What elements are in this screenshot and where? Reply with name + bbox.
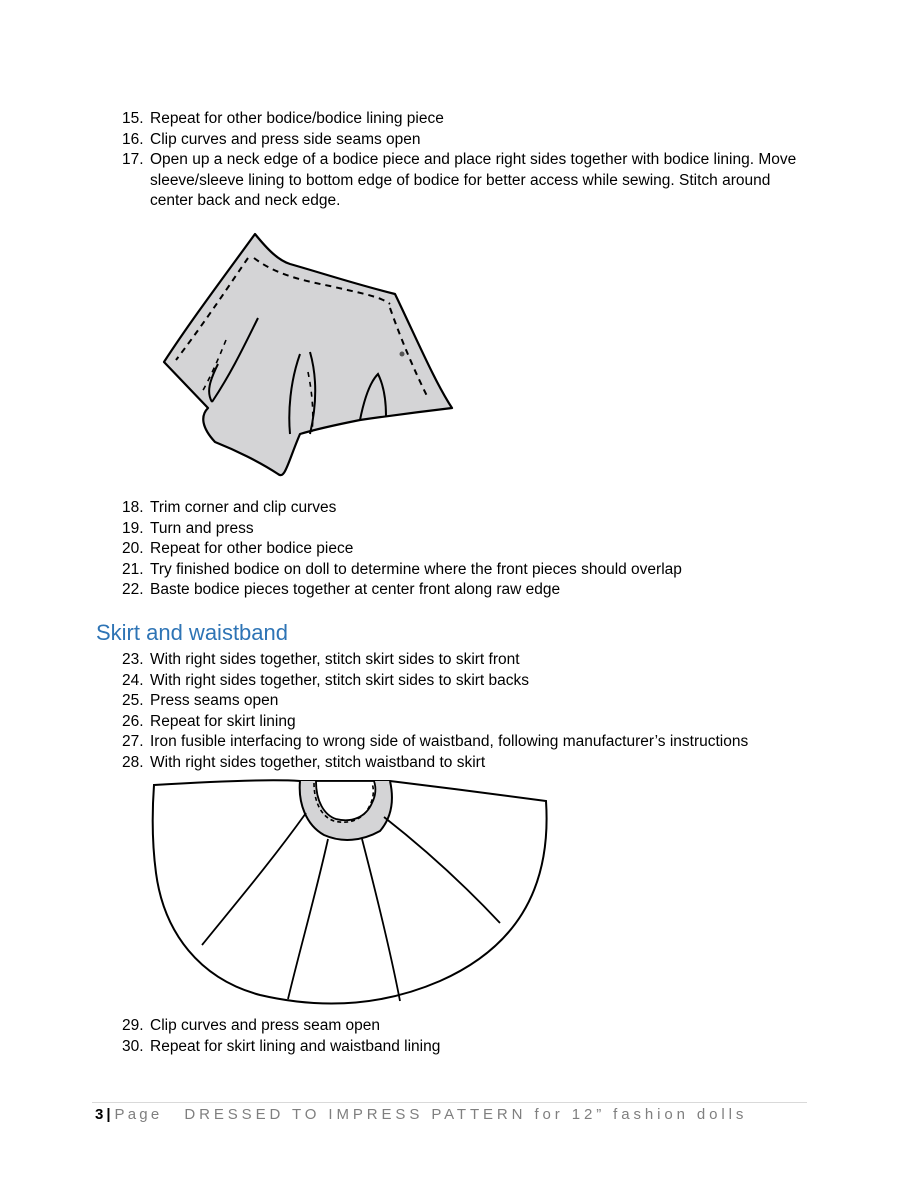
skirt-illustration [140, 773, 560, 1013]
list-item: 19. Turn and press [122, 519, 254, 537]
list-item: 26. Repeat for skirt lining [122, 712, 296, 730]
list-item: 16. Clip curves and press side seams open [122, 130, 421, 148]
footer-divider [92, 1102, 807, 1103]
instruction-list-bodice [122, 109, 810, 212]
instruction-list-bodice-finish [122, 498, 682, 601]
bodice-illustration [150, 222, 460, 484]
list-item: 17. Open up a neck edge of a bodice piece and place right sides together with bodice lining. Move sleeve/sleeve lining to bottom edge of bodice for better access while sewing. Stitch around center back and neck edge. [122, 151, 797, 210]
section-heading: Skirt and waistband [96, 620, 288, 645]
page-number: 3 [95, 1106, 104, 1123]
list-item: 27. Iron fusible interfacing to wrong side of waistband, following manufacturer’s instructions [122, 733, 749, 751]
page-label: Page [114, 1106, 163, 1123]
list-item: 15. Repeat for other bodice/bodice lining piece [122, 110, 444, 127]
list-item: 24. With right sides together, stitch skirt sides to skirt backs [122, 671, 530, 689]
list-item: 28. With right sides together, stitch waistband to skirt [122, 753, 486, 771]
instruction-list-skirt [122, 650, 748, 774]
list-item: 21. Try finished bodice on doll to determine where the front pieces should overlap [122, 560, 682, 578]
footer-separator: | [106, 1106, 111, 1123]
list-item: 25. Press seams open [122, 692, 279, 710]
instruction-list-skirt-finish [122, 1016, 440, 1057]
list-item: 30. Repeat for skirt lining and waistband lining [122, 1037, 441, 1055]
document-title: DRESSED TO IMPRESS PATTERN for 12” fashion dolls [184, 1106, 748, 1123]
list-item: 23. With right sides together, stitch skirt sides to skirt front [122, 651, 520, 668]
list-item: 22. Baste bodice pieces together at center front along raw edge [122, 581, 561, 599]
list-item: 18. Trim corner and clip curves [122, 499, 337, 516]
page-footer [95, 1106, 747, 1123]
list-item: 29. Clip curves and press seam open [122, 1017, 381, 1034]
list-item: 20. Repeat for other bodice piece [122, 540, 354, 558]
